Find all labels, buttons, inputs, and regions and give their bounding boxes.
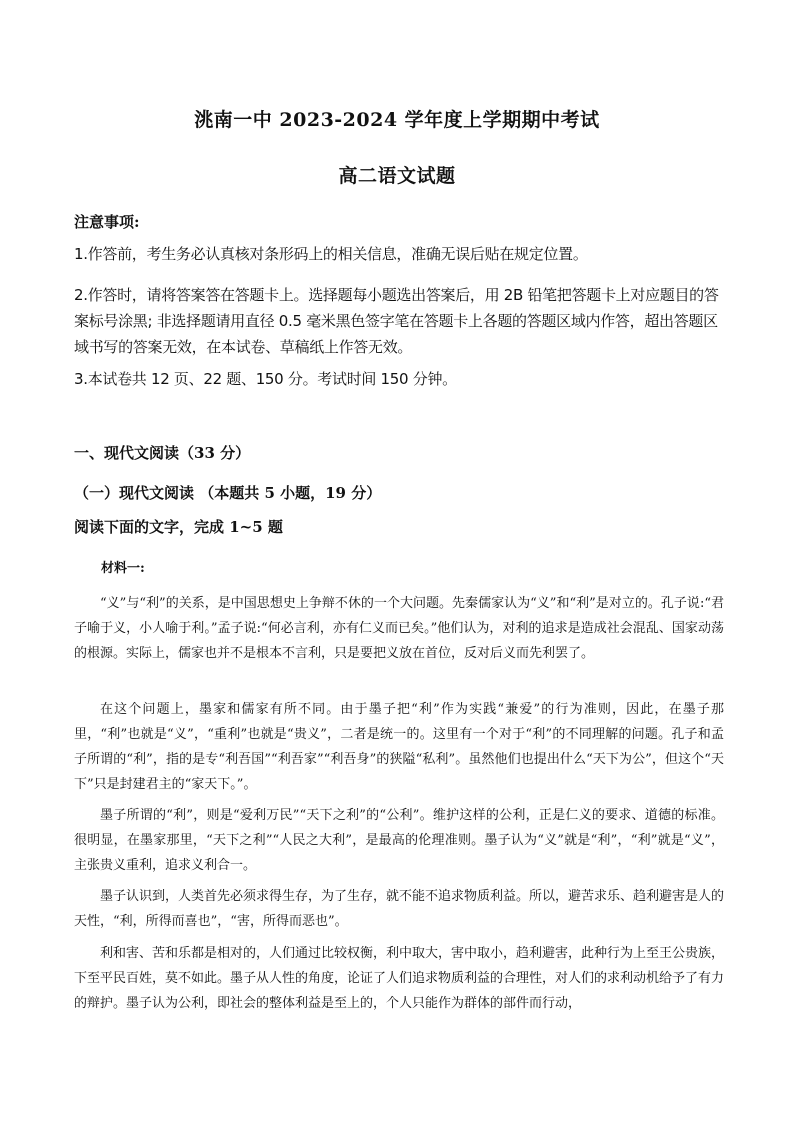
material-paragraph: “义”与“利”的关系，是中国思想史上争辩不休的一个大问题。先秦儒家认为“义”和“利”是对立的。孔子说:“君子喻于义，小人喻于利。”孟子说:“何必言利，亦有仁义而已矣。”他们认为，对利的追求是造成社会混乱、国家动荡的根源。实际上，儒家也并不是根本不言利，只是要把义放在首位，反对后义而先利罢了。: [74, 596, 724, 661]
material-paragraph: 墨子认识到，人类首先必须求得生存，为了生存，就不能不追求物质利益。所以，避苦求乐、趋利避害是人的天性，“利，所得而喜也”，“害，所得而恶也”。: [74, 889, 725, 929]
notice-heading: 注意事项:: [74, 213, 140, 231]
material-label: 材料一:: [101, 561, 145, 576]
material-paragraph: 墨子所谓的“利”，则是“爱利万民”“天下之利”的“公利”。维护这样的公利，正是仁义的要求、道德的标准。很明显，在墨家那里，“天下之利”“人民之大利”，是最高的伦理准则。墨子认为“义”就是“利”，“利”就是“义”，主张贵义重利，追求义利合一。: [74, 808, 724, 873]
exam-subtitle: 高二语文试题: [338, 165, 456, 187]
notice-item-3: 3.本试卷共 12 页、22 题、150 分。考试时间 150 分钟。: [74, 370, 457, 388]
exam-title: 洮南一中 2023-2024 学年度上学期期中考试: [194, 109, 600, 131]
material-paragraph: 利和害、苦和乐都是相对的，人们通过比较权衡，利中取大，害中取小，趋利避害，此种行为上至王公贵族，下至平民百姓，莫不如此。墨子从人性的角度，论证了人们追求物质利益的合理性，对人们的求利动机给予了有力的辩护。墨子认为公利，即社会的整体利益是至上的，个人只能作为群体的部件而行动，: [74, 946, 725, 1011]
notice-item-1: 1.作答前，考生务必认真核对条形码上的相关信息，准确无误后贴在规定位置。: [74, 245, 588, 263]
subsection-heading: （一）现代文阅读 （本题共 5 小题，19 分）: [74, 484, 382, 502]
material-paragraph: 在这个问题上，墨家和儒家有所不同。由于墨子把“利”作为实践“兼爱”的行为准则，因此，在墨子那里，“利”也就是“义”，“重利”也就是“贵义”，二者是统一的。这里有一个对于“利”的不同理解的问题。孔子和孟子所谓的“利”，指的是专“利吾国”“利吾家”“利吾身”的狭隘“私利”。虽然他们也提出什么“天下为公”，但这个“天下”只是封建君主的“家天下。”。: [74, 702, 724, 792]
section-heading: 一、现代文阅读（33 分）: [74, 444, 251, 462]
reading-instruction: 阅读下面的文字，完成 1~5 题: [74, 518, 283, 536]
notice-item-2: 2.作答时，请将答案答在答题卡上。选择题每小题选出答案后，用 2B 铅笔把答题卡上对应题目的答案标号涂黑; 非选择题请用直径 0.5 毫米黑色签字笔在答题卡上各题的答题区域内作答，超出答题区域书写的答案无效，在本试卷、草稿纸上作答无效。: [74, 286, 719, 356]
